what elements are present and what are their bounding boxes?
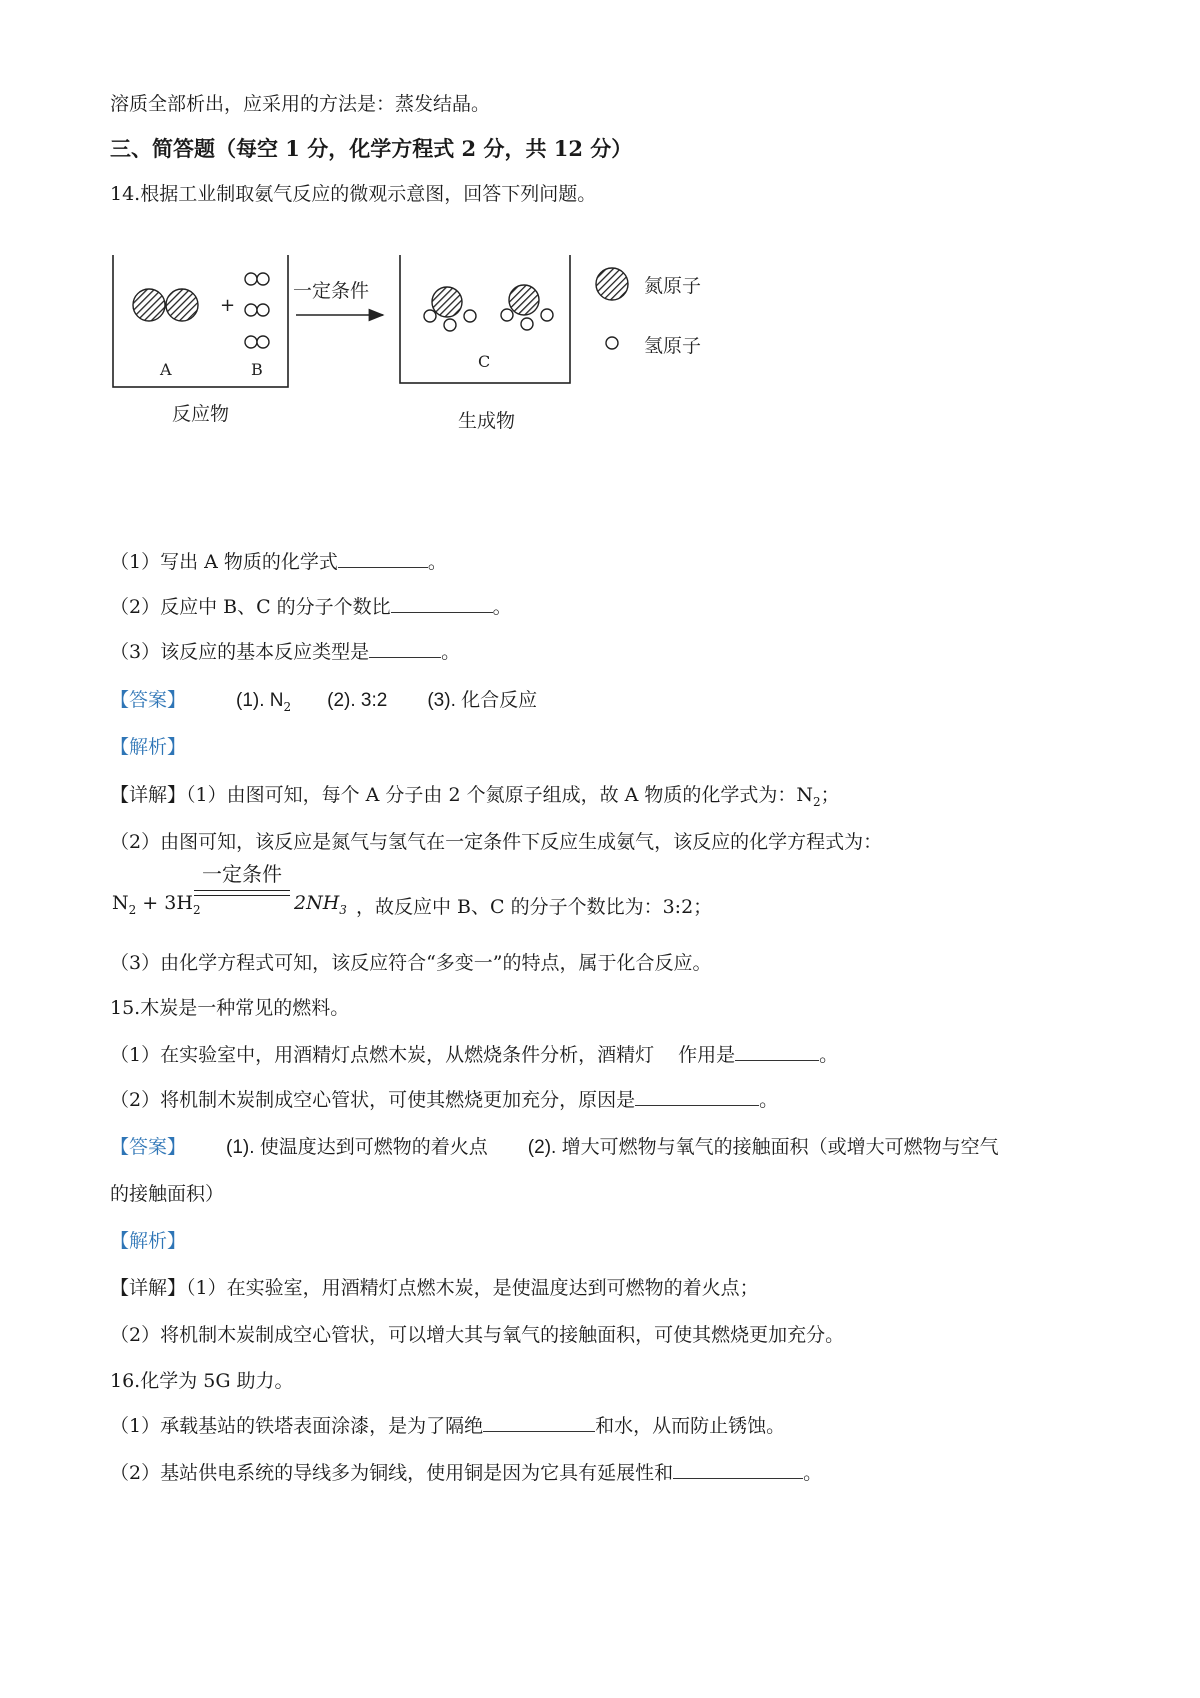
label-c: C — [478, 352, 491, 371]
answer-blank[interactable] — [391, 593, 493, 613]
eq-reactants: $N_2 + 3H_2$ — [112, 892, 201, 917]
q14-part3: （3）该反应的基本反应类型是 。 — [110, 638, 460, 666]
arrow-label: 一定条件 — [293, 280, 370, 302]
answer-14: 【答案】 (1). $N_2$ (2). 3:2 (3). 化合反应 — [110, 689, 538, 714]
molecules-c — [424, 285, 553, 331]
q16-part2: （2）基站供电系统的导线多为铜线，使用铜是因为它具有延展性和 。 — [110, 1459, 822, 1487]
answer-blank[interactable] — [483, 1412, 595, 1432]
q14-part1: （1）写出 A 物质的化学式 。 — [110, 548, 447, 576]
q15-part1: （1）在实验室中，用酒精灯点燃木炭，从燃烧条件分析，酒精灯 作用是 。 — [110, 1041, 838, 1069]
answer-blank[interactable] — [735, 1041, 819, 1061]
reaction-diagram — [110, 255, 750, 455]
answer-15: 【答案】 (1). 使温度达到可燃物的着火点 (2). 增大可燃物与氧气的接触面积（或增大可燃物与空气 — [110, 1136, 999, 1158]
question-16: 16.化学为 5G 助力。 — [110, 1370, 294, 1392]
legend-nitrogen: 氮原子 — [644, 275, 702, 297]
detail-tag: 【详解】 — [110, 784, 187, 806]
answer-blank[interactable] — [673, 1459, 803, 1479]
detail-14-1: 【详解】（1）由图可知，每个 A 分子由 2 个氮原子组成，故 A 物质的化学式为：$N_2$； — [110, 784, 840, 809]
label-a: A — [160, 360, 172, 379]
answer-tag: 【答案】 — [110, 1136, 187, 1158]
detail-15-2: （2）将机制木炭制成空心管状，可以增大其与氧气的接触面积，可使其燃烧更加充分。 — [110, 1324, 845, 1346]
question-14: 14.根据工业制取氨气反应的微观示意图，回答下列问题。 — [110, 183, 597, 205]
eq-tail: ，故反应中 B、C 的分子个数比为：3:2； — [356, 896, 713, 918]
answer-blank[interactable] — [369, 638, 441, 658]
legend-hydrogen: 氢原子 — [644, 335, 702, 357]
q16-part1: （1）承载基站的铁塔表面涂漆，是为了隔绝 和水，从而防止锈蚀。 — [110, 1412, 785, 1440]
hydrogen-legend-icon — [606, 337, 618, 349]
reactants-caption: 反应物 — [172, 403, 230, 425]
analysis-tag: 【解析】 — [110, 1230, 187, 1252]
answer-blank[interactable] — [635, 1086, 759, 1106]
label-b: B — [251, 360, 263, 379]
molecules-b — [245, 273, 269, 348]
section-heading: 三、简答题（每空 1 分，化学方程式 2 分，共 12 分） — [110, 136, 633, 161]
q15-part2: （2）将机制木炭制成空心管状，可使其燃烧更加充分，原因是 。 — [110, 1086, 778, 1114]
analysis-tag: 【解析】 — [110, 736, 187, 758]
text-line: 溶质全部析出，应采用的方法是：蒸发结晶。 — [110, 93, 491, 115]
q14-part2: （2）反应中 B、C 的分子个数比 。 — [110, 593, 512, 621]
detail-15-1: 【详解】（1）在实验室，用酒精灯点燃木炭，是使温度达到可燃物的着火点； — [110, 1277, 759, 1299]
molecule-a — [133, 289, 198, 321]
detail-14-2: （2）由图可知，该反应是氮气与氢气在一定条件下反应生成氨气，该反应的化学方程式为： — [110, 831, 883, 853]
detail-tag: 【详解】 — [110, 1277, 187, 1299]
plus-sign: + — [220, 295, 236, 316]
eq-product: $2NH_3$ — [294, 892, 347, 917]
answer-blank[interactable] — [338, 548, 428, 568]
answer-15-cont: 的接触面积） — [110, 1183, 225, 1205]
eq-condition: 一定条件 — [194, 858, 290, 887]
question-15: 15.木炭是一种常见的燃料。 — [110, 997, 350, 1019]
answer-tag: 【答案】 — [110, 689, 187, 711]
nitrogen-legend-icon — [596, 268, 628, 300]
products-caption: 生成物 — [458, 410, 516, 432]
detail-14-3: （3）由化学方程式可知，该反应符合“多变一”的特点，属于化合反应。 — [110, 952, 712, 974]
